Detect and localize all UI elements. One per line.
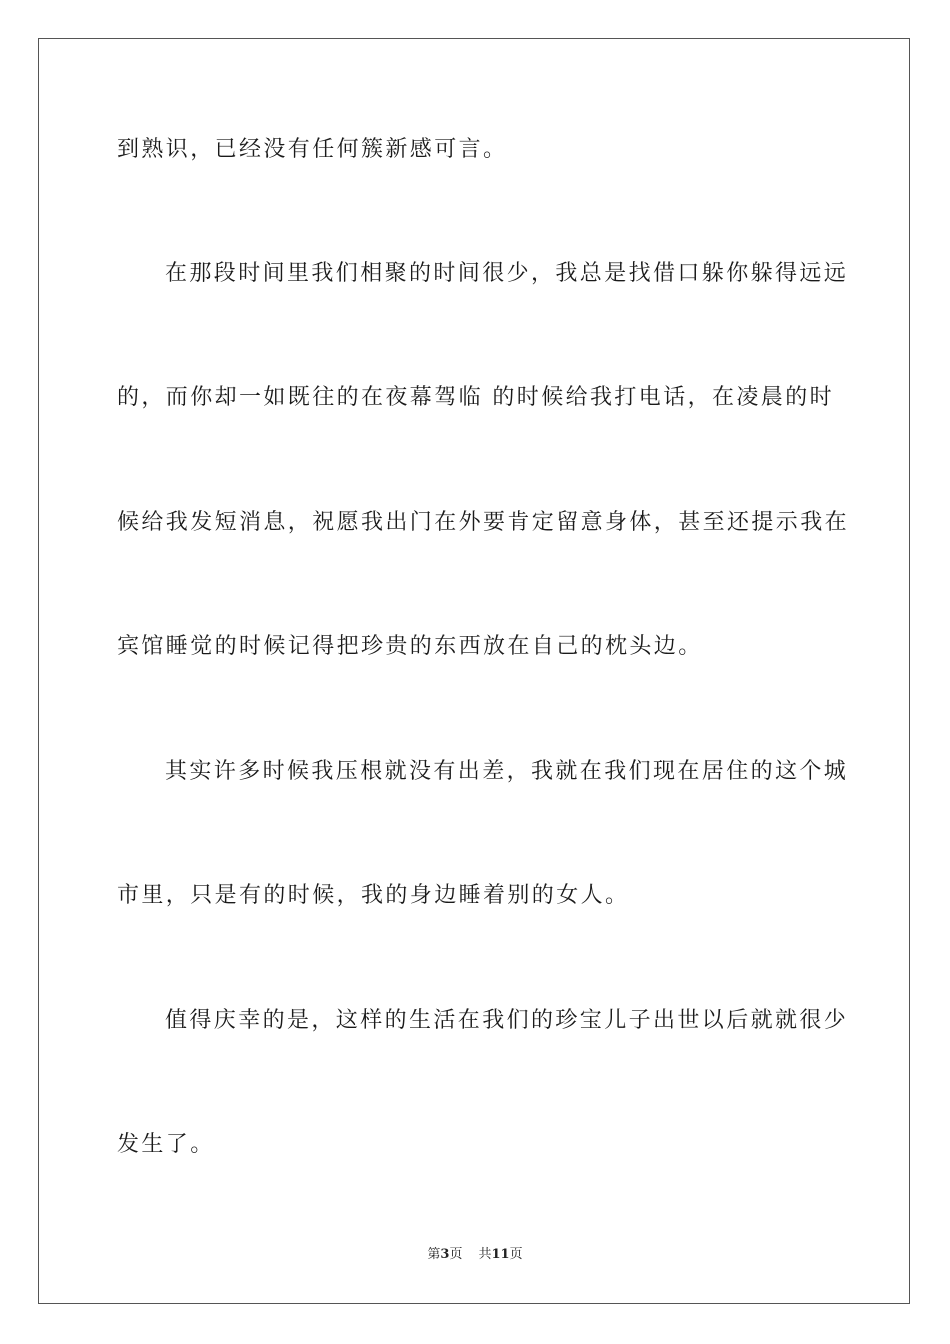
paragraph-line: 候给我发短消息，祝愿我出门在外要肯定留意身体，甚至还提示我在	[117, 510, 850, 535]
page-prefix: 第	[427, 1247, 441, 1262]
total-prefix: 共	[478, 1247, 492, 1262]
paragraph-line: 到熟识，已经没有任何簇新感可言。	[117, 137, 508, 162]
paragraph-line: 宾馆睡觉的时候记得把珍贵的东西放在自己的枕头边。	[117, 634, 703, 659]
total-suffix: 页	[509, 1247, 523, 1262]
paragraph-line: 发生了。	[117, 1132, 215, 1157]
page-border	[38, 38, 910, 1304]
page-suffix: 页	[449, 1247, 463, 1262]
page-footer	[0, 1246, 950, 1264]
paragraph-line: 值得庆幸的是，这样的生活在我们的珍宝儿子出世以后就就很少	[165, 1008, 849, 1033]
paragraph-line: 在那段时间里我们相聚的时间很少，我总是找借口躲你躲得远远	[165, 261, 849, 286]
paragraph-line: 的，而你却一如既往的在夜幕驾临 的时候给我打电话，在凌晨的时	[117, 385, 834, 410]
page-number: 3	[440, 1247, 450, 1262]
paragraph-line: 其实许多时候我压根就没有出差，我就在我们现在居住的这个城	[165, 759, 849, 784]
total-pages: 11	[491, 1247, 510, 1262]
paragraph-line: 市里，只是有的时候，我的身边睡着别的女人。	[117, 883, 630, 908]
